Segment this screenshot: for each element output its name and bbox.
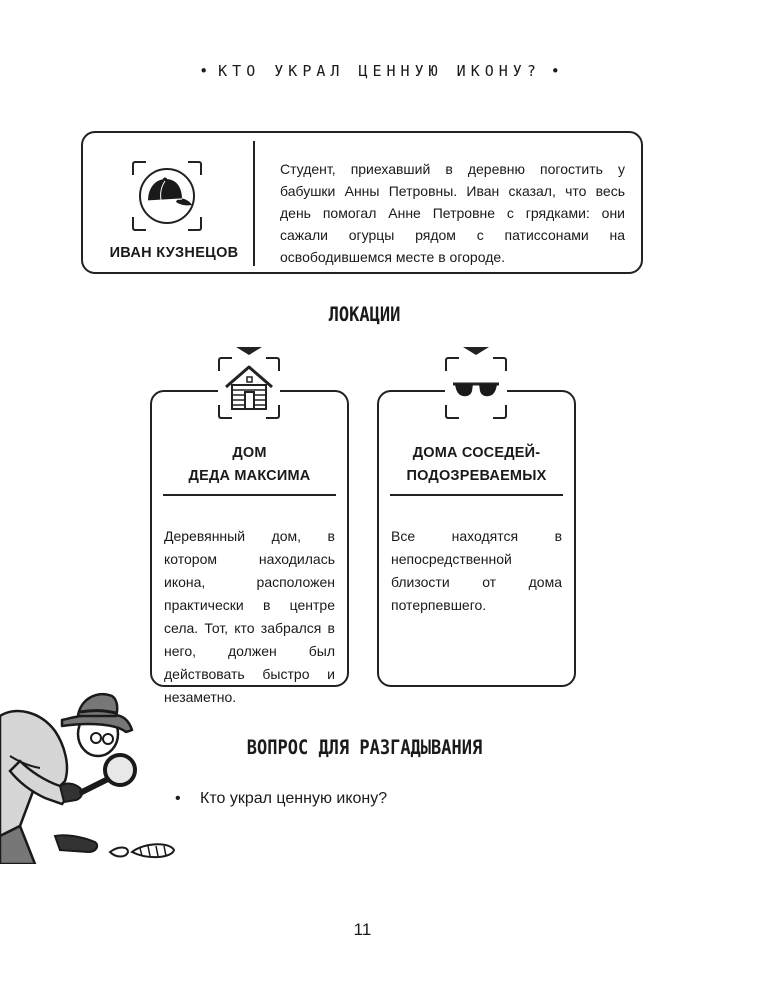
log-house-icon [218,357,280,419]
location-icon-frame [218,357,280,419]
location-divider [390,494,563,496]
baseball-cap-icon [132,161,202,231]
location-icon-frame [445,357,507,419]
running-header [0,62,759,80]
location-divider [163,494,336,496]
profile-divider [253,141,255,266]
header-title: КТО УКРАЛ ЦЕННУЮ ИКОНУ? [218,62,541,80]
question-heading: ВОПРОС ДЛЯ РАЗГАДЫВАНИЯ [246,736,483,760]
suspect-profile-card [81,131,643,274]
header-bullet-left: • [199,62,209,80]
page-number: 11 [353,920,372,939]
location-text: Деревянный дом, в котором находилась икона, расположен практически в центре села. Тот, кто забрался в него, должен был действовать быстро и незаметно. [164,528,335,705]
header-bullet-right: • [550,62,560,80]
sunglasses-icon [445,357,507,419]
location-title: ДОМ ДЕДА МАКСИМА [188,445,311,484]
location-card-neighbor-houses [377,390,576,687]
detective-with-magnifier-icon [0,686,185,864]
location-card-grandfather-house [150,390,349,705]
location-text: Все находятся в непосредственной близости от дома потерпевшего. [391,528,562,613]
question-bullet: • [175,790,181,807]
locations-heading: ЛОКАЦИИ [328,303,401,327]
question-text: Кто украл ценную икону? [200,790,388,807]
suspect-icon-frame [132,161,202,231]
suspect-name: ИВАН КУЗНЕЦОВ [109,245,239,261]
suspect-description: Студент, приехавший в деревню погостить у бабушки Анны Петровны. Иван сказал, что весь день помогал Анне Петровне с грядками: они сажали огурцы рядом с патиссонами на освободившемся месте в огороде. [280,161,625,265]
location-title: ДОМА СОСЕДЕЙ- ПОДОЗРЕВАЕМЫХ [406,445,547,484]
